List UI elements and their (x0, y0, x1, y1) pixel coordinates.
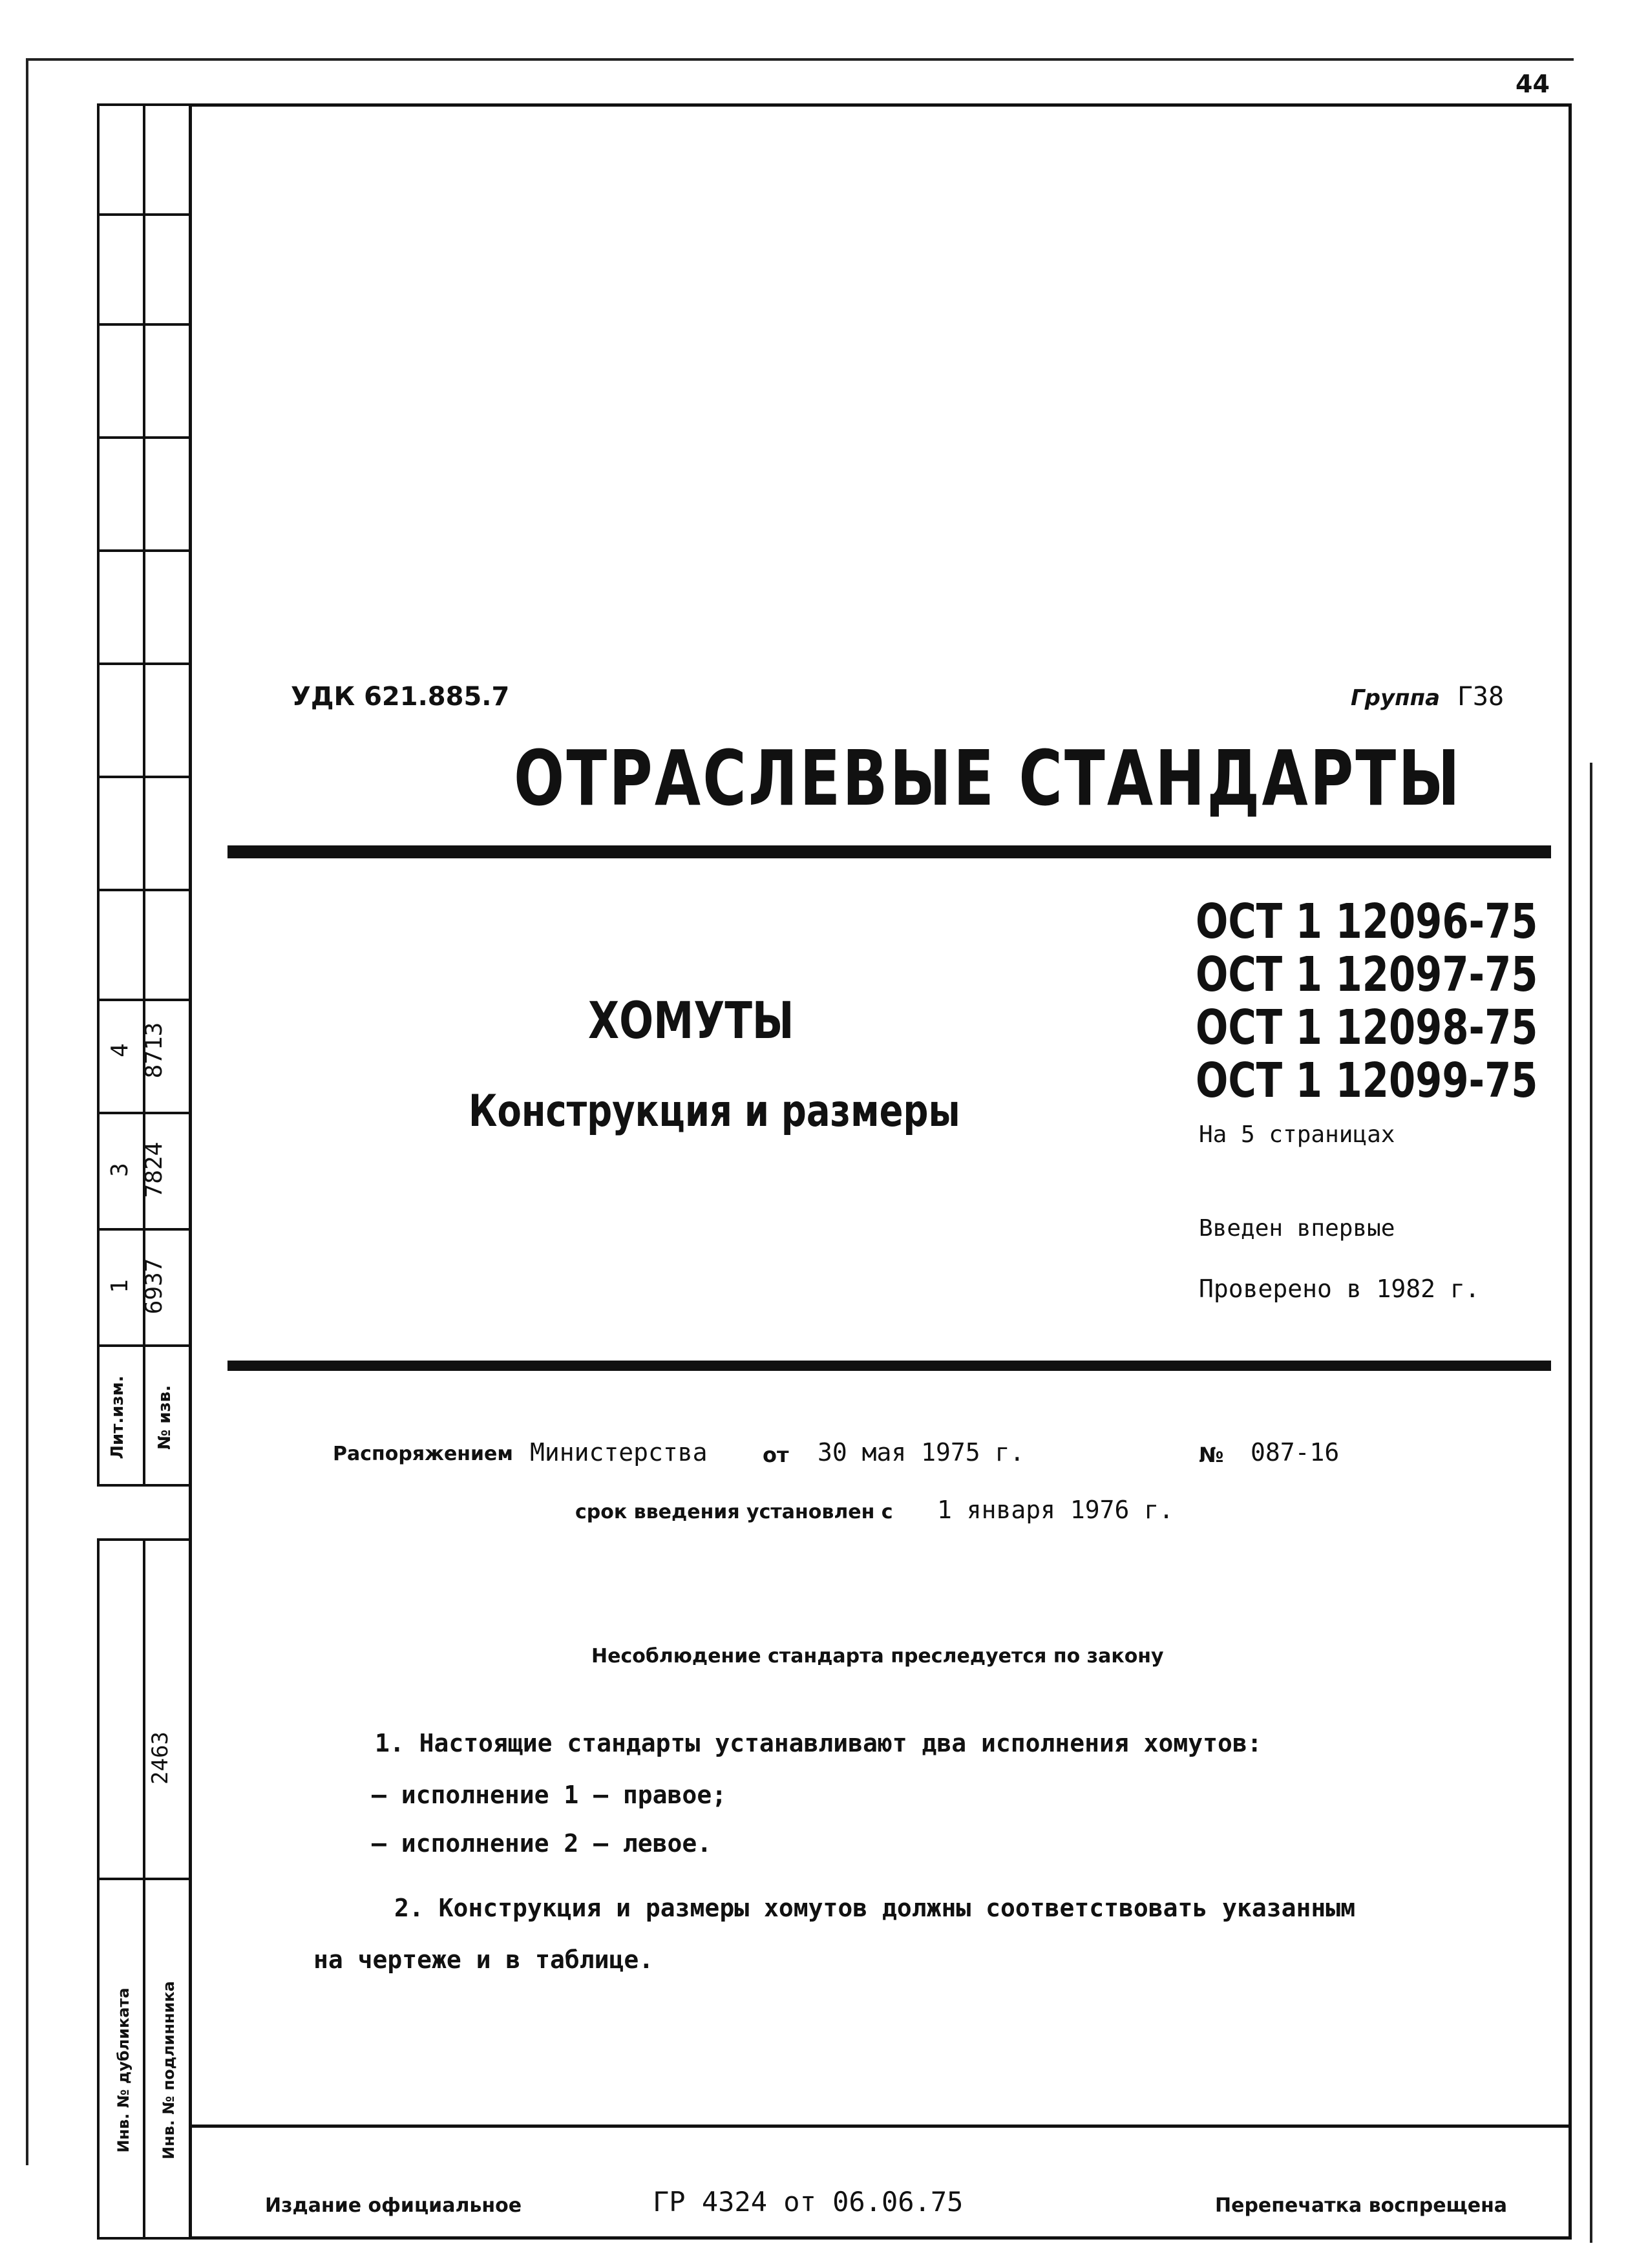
scan-edge-right (1590, 763, 1592, 2243)
body-paragraph-2-line-1: 2. Конструкция и размеры хомутов должны соответствовать указанным (394, 1894, 1356, 1922)
main-title: ОТРАСЛЕВЫЕ СТАНДАРТЫ (514, 734, 1462, 823)
introduced-note: Введен впервые (1199, 1215, 1395, 1242)
order-from-label: от (763, 1443, 789, 1467)
order-number: 087-16 (1251, 1438, 1340, 1467)
scan-edge-top (26, 58, 1574, 61)
title-rule (227, 845, 1551, 858)
inv-duplicate-label: Инв. № дубликата (114, 1987, 132, 2153)
order-date: 30 мая 1975 г. (818, 1438, 1025, 1467)
standard-number: ОСТ 1 12097-75 (1196, 947, 1538, 1002)
change-doc-7824: 7824 (141, 1141, 167, 1198)
effective-date: 1 января 1976 г. (937, 1496, 1174, 1524)
header-rule-lower (227, 1361, 1551, 1371)
margin-divider (97, 1228, 191, 1231)
order-label: Распоряжением (333, 1443, 513, 1465)
standard-number: ОСТ 1 12096-75 (1196, 894, 1538, 949)
header-doc-number: № изв. (155, 1385, 174, 1450)
standard-number: ОСТ 1 12099-75 (1196, 1053, 1538, 1108)
subject-subtitle: Конструкция и размеры (469, 1086, 960, 1137)
body-item-2: – исполнение 2 – левое. (372, 1829, 712, 1858)
change-lit-4: 4 (107, 1043, 133, 1057)
margin-divider (97, 323, 191, 326)
margin-divider (97, 776, 191, 778)
change-lit-1: 1 (107, 1279, 133, 1293)
footer-official-edition: Издание официальное (265, 2194, 522, 2217)
footer-rule (189, 2125, 1572, 2128)
effective-label: срок введения установлен с (575, 1501, 893, 1523)
footer-reprint-prohibited: Перепечатка воспрещена (1215, 2194, 1508, 2217)
law-notice: Несоблюдение стандарта преследуется по закону (591, 1645, 1164, 1668)
margin-divider (97, 662, 191, 665)
body-item-1: – исполнение 1 – правое; (372, 1781, 727, 1809)
body-paragraph-2-line-2: на чертеже и в таблице. (313, 1945, 654, 1974)
scan-edge-left (26, 58, 28, 2165)
margin-divider (97, 213, 191, 216)
udk-code: УДК 621.885.7 (291, 682, 510, 712)
change-doc-6937: 6937 (141, 1258, 167, 1315)
checked-note: Проверено в 1982 г. (1199, 1275, 1480, 1303)
group-code-block (1351, 682, 1504, 712)
standard-number: ОСТ 1 12098-75 (1196, 1000, 1538, 1055)
body-paragraph-1: 1. Настоящие стандарты устанавливают два исполнения хомутов: (375, 1729, 1262, 1757)
pages-note: На 5 страницах (1199, 1121, 1395, 1148)
standards-list (1196, 895, 1537, 1107)
order-number-label: № (1199, 1443, 1224, 1467)
margin-divider (97, 549, 191, 552)
margin-divider (97, 1344, 191, 1347)
order-ministry: Министерства (530, 1438, 708, 1467)
change-lit-3: 3 (107, 1163, 133, 1177)
margin-divider (97, 1878, 191, 1880)
group-code: Г38 (1457, 682, 1505, 712)
page-number: 44 (1516, 70, 1550, 98)
margin-divider (97, 1112, 191, 1114)
change-doc-8713: 8713 (141, 1022, 167, 1079)
margin-divider (97, 436, 191, 439)
margin-divider (97, 999, 191, 1001)
group-label: Группа (1351, 685, 1441, 711)
margin-divider (97, 889, 191, 891)
inv-original-value: 2463 (147, 1732, 173, 1785)
header-lit-change: Лит.изм. (108, 1375, 127, 1459)
inv-original-label: Инв. № подлинника (160, 1981, 178, 2159)
footer-registration: ГР 4324 от 06.06.75 (653, 2186, 964, 2218)
subject-title: ХОМУТЫ (588, 992, 794, 1050)
